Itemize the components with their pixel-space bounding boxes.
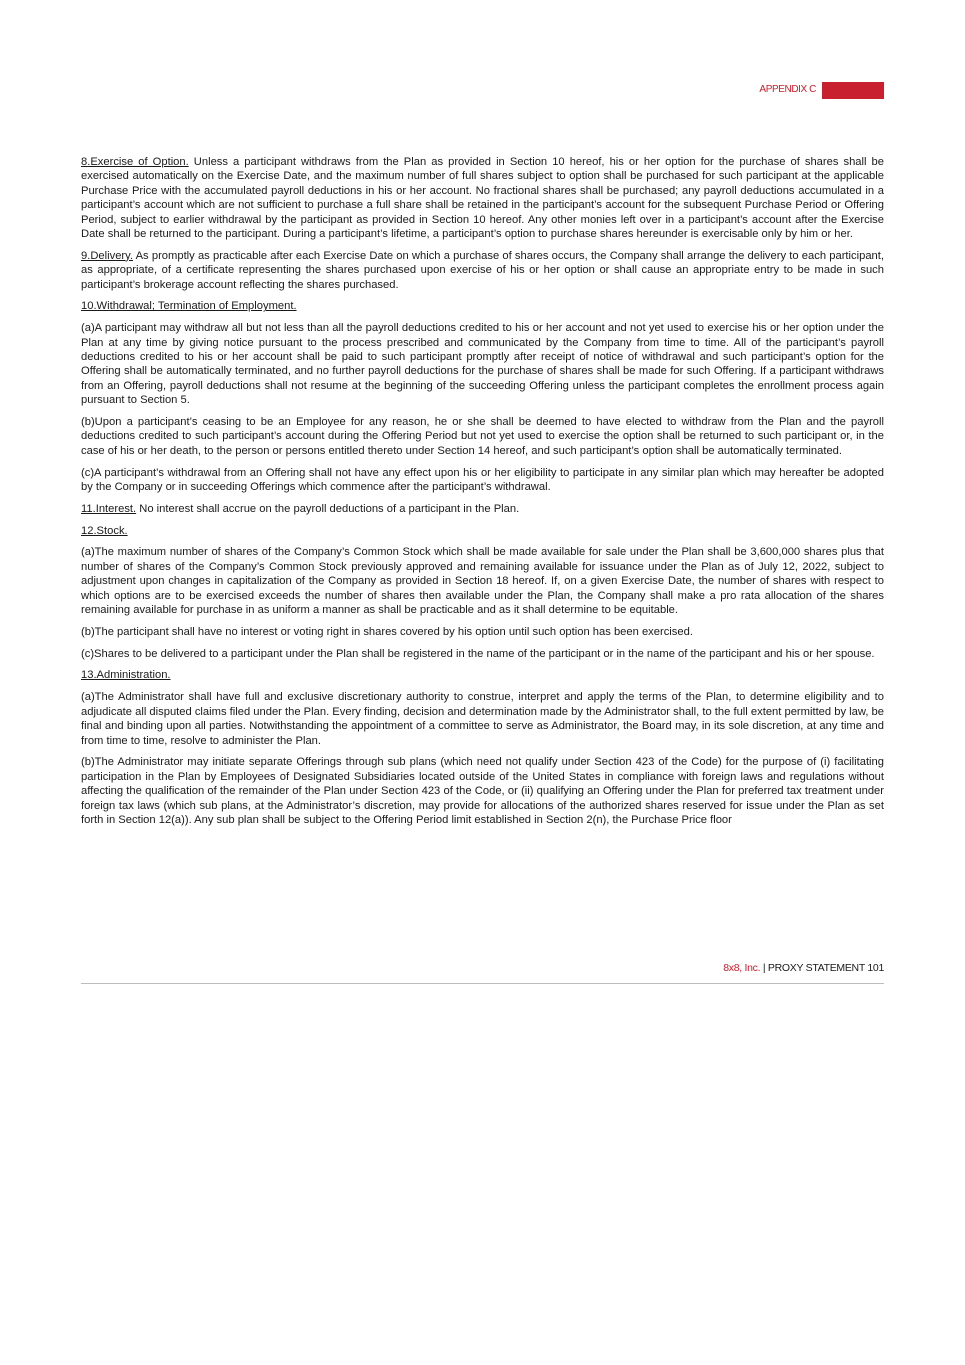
footer-divider: [81, 983, 884, 984]
section-text: (c)A participant’s withdrawal from an Offering shall not have any effect upon his or her eligibility to participate in any similar plan which may hereafter be adopted by the Company or in succeeding Offerings which commence after the participant’s withdrawal.: [81, 466, 884, 494]
section-heading: 12.Stock.: [81, 524, 128, 537]
footer-company: 8x8, Inc.: [723, 962, 761, 974]
appendix-accent-bar: [822, 82, 884, 99]
section-text: (c)Shares to be delivered to a participant under the Plan shall be registered in the name of the participant or in the name of the participant and his or her spouse.: [81, 647, 875, 660]
section-10a: [81, 321, 884, 407]
section-text: (a)The Administrator shall have full and exclusive discretionary authority to construe, interpret and apply the terms of the Plan, to determine eligibility and to adjudicate all disputed claims filed under the Plan. Every finding, decision and determination made by the Administrator shall, to the full extent permitted by law, be final and binding upon all parties. Notwithstanding the appointment of a committee to serve as Administrator, the Board may, in its sole discretion, at any time and from time to time, resolve to administer the Plan.: [81, 691, 884, 747]
section-8-exercise-of-option: [81, 155, 884, 241]
section-13b: [81, 755, 884, 827]
footer-label: | PROXY STATEMENT 101: [760, 962, 884, 974]
section-12c: [81, 647, 884, 661]
section-text: (b)The Administrator may initiate separate Offerings through sub plans (which need not qualify under Section 423 of the Code) for the purpose of (i) facilitating participation in the Plan by Employees of Designated Subsidiaries located outside of the United States in compliance with foreign laws and regulations without affecting the qualification of the remainder of the Plan under Section 423 of the Code, or (ii) qualifying an Offering under the Plan for preferred tax treatment under foreign tax laws (which sub plans, at the Administrator’s discretion, may provide for allocations of the authorized shares reserved for issue under the Plan as set forth in Section 12(a)). Any sub plan shall be subject to the Offering Period limit established in Section 2(n), the Purchase Price floor: [81, 756, 884, 826]
section-text: Unless a participant withdraws from the Plan as provided in Section 10 hereof, his or her option for the purchase of shares shall be exercised automatically on the Exercise Date, and the maximum number of full shares subject to option shall be purchased for such participant at the applicable Purchase Price with the accumulated payroll deductions in his or her account. No fractional shares shall be purchased; any payroll deductions accumulated in a participant’s account which are not sufficient to purchase a full share shall be retained in the participant’s account for the subsequent Purchase Period or Offering Period, subject to earlier withdrawal by the participant as provided in Section 10 hereof. Any other monies left over in a participant’s account after the Exercise Date shall be returned to the participant. During a participant’s lifetime, a participant’s option to purchase shares hereunder is exercisable only by him or her.: [81, 156, 884, 241]
section-12a: [81, 545, 884, 617]
page-footer: [81, 962, 884, 974]
section-heading: 11.Interest.: [81, 502, 137, 515]
section-12b: [81, 625, 884, 639]
section-text: No interest shall accrue on the payroll deductions of a participant in the Plan.: [136, 502, 520, 515]
section-heading: 10.Withdrawal; Termination of Employment.: [81, 300, 297, 313]
section-13a: [81, 690, 884, 748]
section-10-withdrawal-heading: [81, 299, 884, 313]
section-heading: 8.Exercise of Option.: [81, 156, 189, 168]
section-9-delivery: [81, 249, 884, 292]
section-heading: 13.Administration.: [81, 669, 171, 682]
section-12-stock-heading: [81, 524, 884, 538]
section-text: (b)Upon a participant’s ceasing to be an Employee for any reason, he or she shall be deemed to have elected to withdraw from the Plan and the payroll deductions credited to such participant’s account during the Offering Period but not yet used to exercise the option shall be returned to such participant or, in the case of his or her death, to the person or persons entitled thereto under Section 14 hereof, and such participant’s option shall be automatically terminated.: [81, 416, 884, 457]
section-text: (b)The participant shall have no interest or voting right in shares covered by his option until such option has been exercised.: [81, 625, 693, 638]
section-text: (a)A participant may withdraw all but not less than all the payroll deductions credited to his or her account and not yet used to exercise his or her option under the Plan at any time by giving notice pursuant to the process prescribed and communicated by the Company from time to time. All of the participant’s payroll deductions credited to his or her account shall be paid to such participant promptly after receipt of notice of withdrawal and such participant’s option for the Offering shall be automatically terminated, and no further payroll deductions for the purchase of shares shall be made for such Offering. If a participant withdraws from an Offering, payroll deductions shall not resume at the beginning of the succeeding Offering unless the participant completes the enrollment process again pursuant to Section 5.: [81, 322, 884, 407]
appendix-label: APPENDIX C: [759, 84, 816, 95]
section-11-interest: [81, 502, 884, 516]
page-header: [0, 82, 965, 100]
section-heading: 9.Delivery.: [81, 249, 134, 262]
section-text: As promptly as practicable after each Exercise Date on which a purchase of shares occurs, the Company shall arrange the delivery to each participant, as appropriate, of a certificate representing the shares purchased upon exercise of his or her option or shall cause an appropriate entry to be made in such participant’s brokerage account reflecting the shares purchased.: [81, 249, 884, 291]
section-13-administration-heading: [81, 668, 884, 682]
document-body: [81, 155, 884, 835]
section-text: (a)The maximum number of shares of the Company’s Common Stock which shall be made available for sale under the Plan shall be 3,600,000 shares plus that number of shares of the Company’s Common Stock previously approved and remaining available for issuance under the Plan as of July 12, 2022, subject to adjustment upon changes in capitalization of the Company as provided in Section 18 hereof. If, on a given Exercise Date, the number of shares with respect to which options are to be exercised exceeds the number of shares then available under the Plan, the Company shall make a pro rata allocation of the shares remaining available for purchase in as uniform a manner as shall be practicable and as it shall determine to be equitable.: [81, 546, 884, 617]
section-10b: [81, 415, 884, 458]
section-10c: [81, 466, 884, 495]
